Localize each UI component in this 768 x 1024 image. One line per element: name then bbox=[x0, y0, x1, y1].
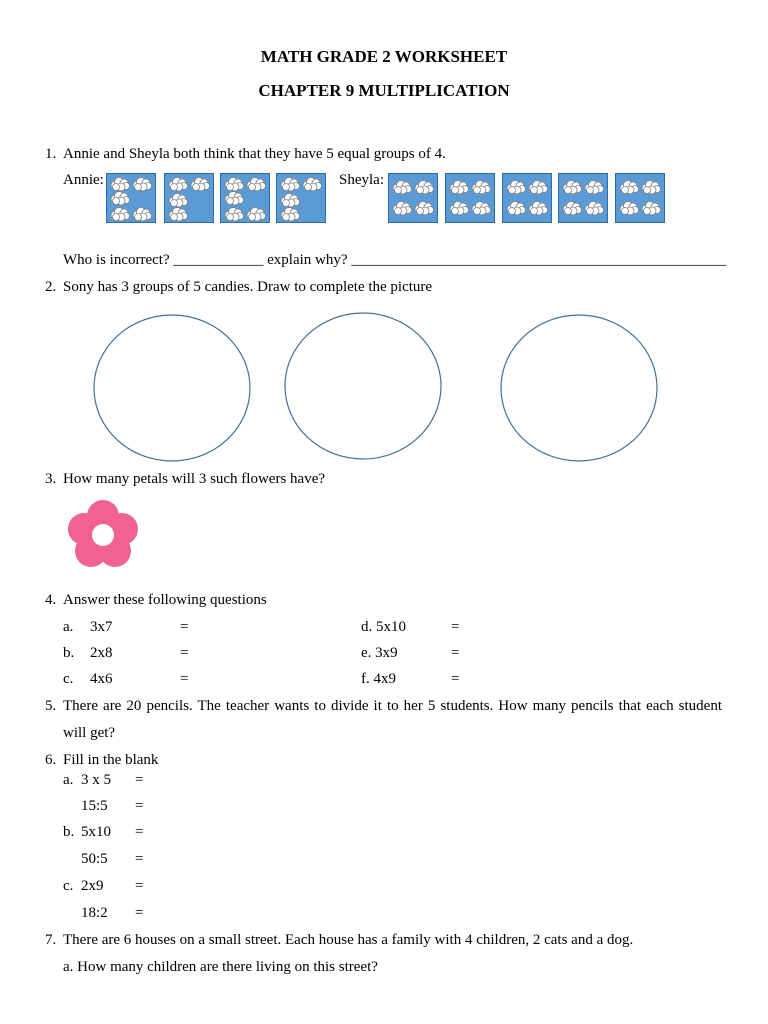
cloud-icon bbox=[450, 202, 469, 216]
cloud-icon bbox=[563, 202, 582, 216]
cloud-icon bbox=[133, 178, 152, 192]
cloud-icon bbox=[507, 181, 526, 195]
question-number: 4. bbox=[45, 592, 57, 608]
item-letter: a. bbox=[63, 772, 74, 788]
chapter-title: CHAPTER 9 MULTIPLICATION bbox=[258, 81, 510, 100]
cloud-icon bbox=[281, 194, 300, 208]
question-number: 7. bbox=[45, 932, 57, 948]
equals-sign: = bbox=[135, 798, 144, 814]
cloud-icon bbox=[585, 181, 604, 195]
item-letter: c. bbox=[63, 878, 74, 894]
item-expression: f. 4x9 bbox=[361, 671, 396, 687]
group-box bbox=[502, 173, 552, 223]
equals-sign: = bbox=[180, 671, 189, 687]
item-letter: b. bbox=[63, 645, 75, 661]
flower-icon bbox=[64, 496, 142, 572]
cloud-icon bbox=[111, 192, 130, 206]
item-expression: 18:2 bbox=[81, 905, 108, 921]
group-box bbox=[388, 173, 438, 223]
follow-up-question: Who is incorrect? ____________ explain why? __________________________________________________ bbox=[63, 252, 727, 268]
equals-sign: = bbox=[135, 905, 144, 921]
cloud-icon bbox=[450, 181, 469, 195]
equals-sign: = bbox=[135, 851, 144, 867]
group-box bbox=[445, 173, 495, 223]
group-box bbox=[106, 173, 156, 223]
sheyla-label: Sheyla: bbox=[339, 172, 384, 188]
cloud-icon bbox=[642, 202, 661, 216]
cloud-icon bbox=[111, 208, 130, 222]
cloud-icon bbox=[529, 202, 548, 216]
equals-sign: = bbox=[135, 824, 144, 840]
question-number: 2. bbox=[45, 279, 57, 295]
item-expression: e. 3x9 bbox=[361, 645, 398, 661]
cloud-icon bbox=[281, 178, 300, 192]
cloud-icon bbox=[225, 208, 244, 222]
cloud-icon bbox=[169, 194, 188, 208]
candy-group-circle-3[interactable] bbox=[501, 315, 657, 461]
sub-question-a: a. How many children are there living on this street? bbox=[63, 959, 378, 975]
cloud-icon bbox=[133, 208, 152, 222]
item-expression: 4x6 bbox=[90, 671, 113, 687]
item-letter: c. bbox=[63, 671, 74, 687]
group-box bbox=[164, 173, 214, 223]
question-text: Answer these following questions bbox=[63, 592, 267, 608]
item-expression: 50:5 bbox=[81, 851, 108, 867]
item-expression: 15:5 bbox=[81, 798, 108, 814]
cloud-icon bbox=[393, 181, 412, 195]
item-expression: d. 5x10 bbox=[361, 619, 406, 635]
question-text: Sony has 3 groups of 5 candies. Draw to complete the picture bbox=[63, 279, 433, 295]
worksheet-title: MATH GRADE 2 WORKSHEET bbox=[260, 47, 508, 66]
item-expression: 2x8 bbox=[90, 645, 113, 661]
cloud-icon bbox=[393, 202, 412, 216]
question-text-line-1: There are 20 pencils. The teacher wants to divide it to her 5 students. How many pencils that each student bbox=[63, 698, 722, 714]
cloud-icon bbox=[620, 202, 639, 216]
cloud-icon bbox=[247, 208, 266, 222]
cloud-icon bbox=[303, 178, 322, 192]
group-box bbox=[558, 173, 608, 223]
question-number: 3. bbox=[45, 471, 57, 487]
cloud-icon bbox=[415, 181, 434, 195]
group-box bbox=[276, 173, 326, 223]
equals-sign: = bbox=[180, 619, 189, 635]
equals-sign: = bbox=[451, 671, 460, 687]
cloud-icon bbox=[642, 181, 661, 195]
cloud-icon bbox=[169, 208, 188, 222]
item-letter: b. bbox=[63, 824, 75, 840]
question-text-line-2: will get? bbox=[63, 725, 116, 741]
group-box bbox=[220, 173, 270, 223]
item-expression: 3 x 5 bbox=[81, 772, 111, 788]
cloud-icon bbox=[529, 181, 548, 195]
cloud-icon bbox=[415, 202, 434, 216]
equals-sign: = bbox=[451, 645, 460, 661]
question-text: Annie and Sheyla both think that they have 5 equal groups of 4. bbox=[63, 146, 446, 162]
equals-sign: = bbox=[135, 878, 144, 894]
cloud-icon bbox=[472, 181, 491, 195]
question-number: 1. bbox=[45, 146, 57, 162]
question-number: 5. bbox=[45, 698, 57, 714]
cloud-icon bbox=[472, 202, 491, 216]
group-box bbox=[615, 173, 665, 223]
cloud-icon bbox=[225, 192, 244, 206]
equals-sign: = bbox=[135, 772, 144, 788]
cloud-icon bbox=[563, 181, 582, 195]
cloud-icon bbox=[620, 181, 639, 195]
equals-sign: = bbox=[180, 645, 189, 661]
annie-label: Annie: bbox=[63, 172, 104, 188]
item-expression: 5x10 bbox=[81, 824, 111, 840]
cloud-icon bbox=[111, 178, 130, 192]
item-expression: 2x9 bbox=[81, 878, 104, 894]
cloud-icon bbox=[585, 202, 604, 216]
cloud-icon bbox=[247, 178, 266, 192]
equals-sign: = bbox=[451, 619, 460, 635]
drawing-circles bbox=[0, 300, 768, 470]
item-expression: 3x7 bbox=[90, 619, 113, 635]
cloud-icon bbox=[225, 178, 244, 192]
item-letter: a. bbox=[63, 619, 74, 635]
question-number: 6. bbox=[45, 752, 57, 768]
question-text: How many petals will 3 such flowers have? bbox=[63, 471, 326, 487]
cloud-icon bbox=[191, 178, 210, 192]
candy-group-circle-2[interactable] bbox=[285, 313, 441, 459]
question-text: There are 6 houses on a small street. Each house has a family with 4 children, 2 cats and a dog. bbox=[63, 932, 634, 948]
cloud-icon bbox=[281, 208, 300, 222]
candy-group-circle-1[interactable] bbox=[94, 315, 250, 461]
question-text: Fill in the blank bbox=[63, 752, 159, 768]
cloud-icon bbox=[507, 202, 526, 216]
cloud-icon bbox=[169, 178, 188, 192]
